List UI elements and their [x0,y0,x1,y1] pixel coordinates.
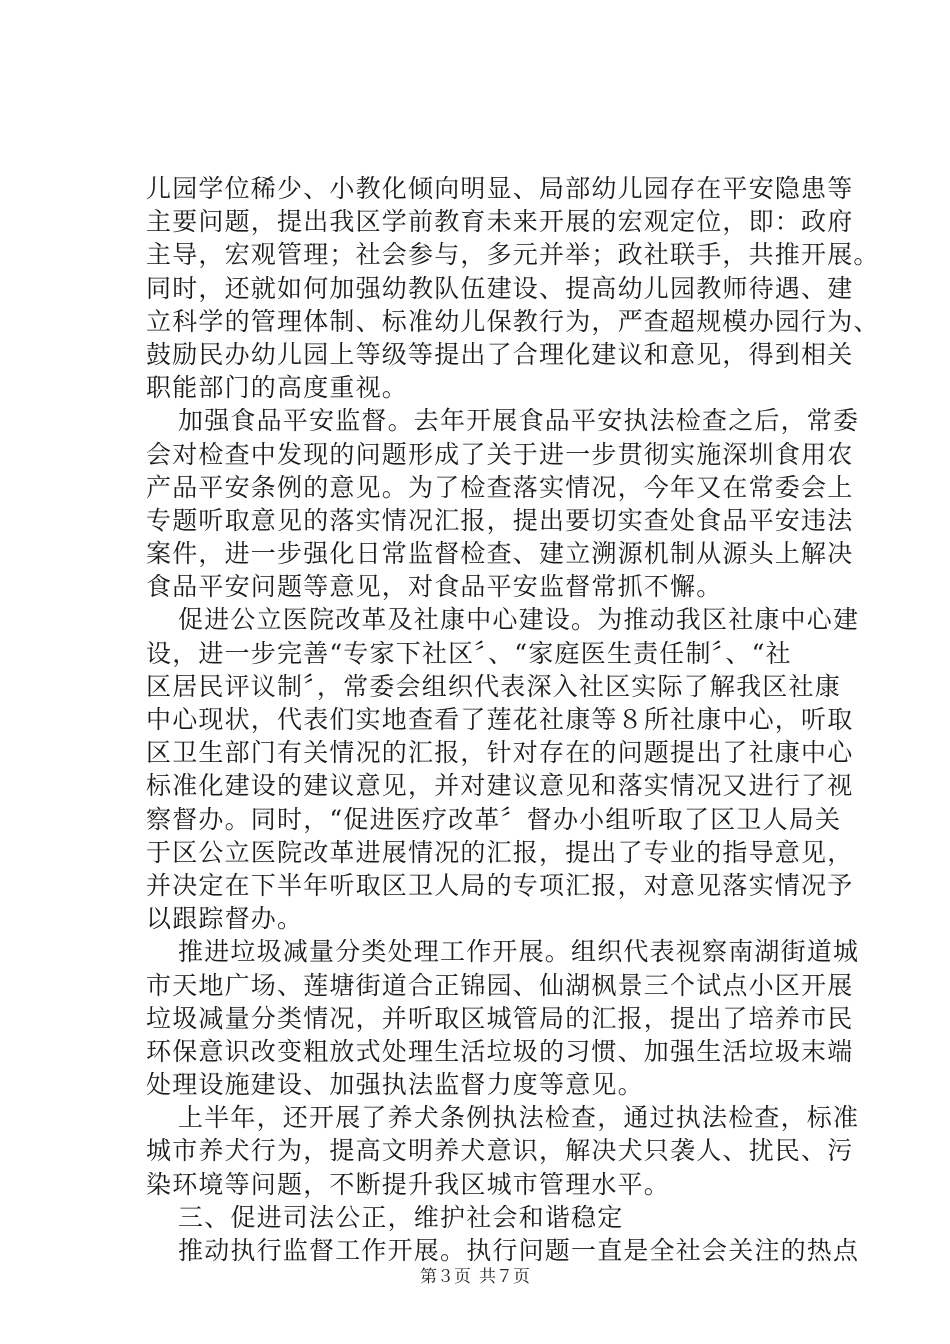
paragraph-start-line: 推进垃圾减量分类处理工作开展。组织代表视察南湖街道城 [178,937,860,967]
page-footer [0,1265,950,1289]
text-line: 环保意识改变粗放式处理生活垃圾的习惯、加强生活垃圾末端 [146,1036,854,1066]
text-line: 儿园学位稀少、小教化倾向明显、局部幼儿园存在平安隐患等 [146,174,854,203]
text-line: 标准化建设的建议意见，并对建议意见和落实情况又进行了视 [146,771,854,801]
text-line: 会对检查中发现的问题形成了关于进一步贯彻实施深圳食用农 [146,439,854,469]
text-line: 产品平安条例的意见。为了检查落实情况，今年又在常委会上 [146,472,854,502]
text-line: 城市养犬行为，提高文明养犬意识，解决犬只袭人、扰民、污 [146,1136,854,1166]
text-line: 以跟踪督办。 [146,904,304,934]
paragraph-start-line: 推动执行监督工作开展。执行问题一直是全社会关注的热点 [178,1236,860,1265]
text-line: 处理设施建设、加强执法监督力度等意见。 [146,1070,644,1100]
text-line: 区居民评议制〞，常委会组织代表深入社区实际了解我区社康 [146,671,841,701]
text-line: 案件，进一步强化日常监督检查、建立溯源机制从源头上解决 [146,539,854,569]
paragraph-start-line: 上半年，还开展了养犬条例执法检查，通过执法检查，标准 [178,1103,860,1133]
text-line: 鼓励民办幼儿园上等级等提出了合理化建议和意见，得到相关 [146,339,854,369]
page-number: 第３页 [420,1267,471,1287]
text-line: 职能部门的高度重视。 [146,373,409,403]
text-line: 食品平安问题等意见，对食品平安监督常抓不懈。 [146,572,723,602]
text-line: 区卫生部门有关情况的汇报，针对存在的问题提出了社康中心 [146,738,854,768]
section-heading: 三、促进司法公正，维护社会和谐稳定 [178,1202,624,1232]
text-line: 市天地广场、莲塘街道合正锦园、仙湖枫景三个试点小区开展 [146,970,854,1000]
text-line: 同时，还就如何加强幼教队伍建设、提高幼儿园教师待遇、建 [146,273,854,303]
text-line: 于区公立医院改革进展情况的汇报，提出了专业的指导意见， [146,837,854,867]
text-line: 察督办。同时，“促进医疗改革〞督办小组听取了区卫人局关 [146,804,842,834]
page-total: 共７页 [479,1267,530,1287]
text-line: 垃圾减量分类情况，并听取区城管局的汇报，提出了培养市民 [146,1003,854,1033]
text-line: 主导，宏观管理；社会参与，多元并举；政社联手，共推开展。 [146,240,880,270]
text-line: 并决定在下半年听取区卫人局的专项汇报，对意见落实情况予 [146,870,854,900]
text-line: 主要问题，提出我区学前教育未来开展的宏观定位，即：政府 [146,207,854,237]
text-line: 设，进一步完善“专家下社区〞、“家庭医生责任制〞、“社 [146,638,792,668]
text-line: 立科学的管理体制、标准幼儿保教行为，严查超规模办园行为、 [146,306,880,336]
text-line: 中心现状，代表们实地查看了莲花社康等８所社康中心，听取 [146,705,854,734]
paragraph-start-line: 加强食品平安监督。去年开展食品平安执法检查之后，常委 [178,406,860,436]
text-line: 染环境等问题，不断提升我区城市管理水平。 [146,1169,671,1199]
paragraph-start-line: 促进公立医院改革及社康中心建设。为推动我区社康中心建 [178,605,860,635]
text-line: 专题听取意见的落实情况汇报，提出要切实查处食品平安违法 [146,505,854,535]
body-text [146,172,880,1267]
